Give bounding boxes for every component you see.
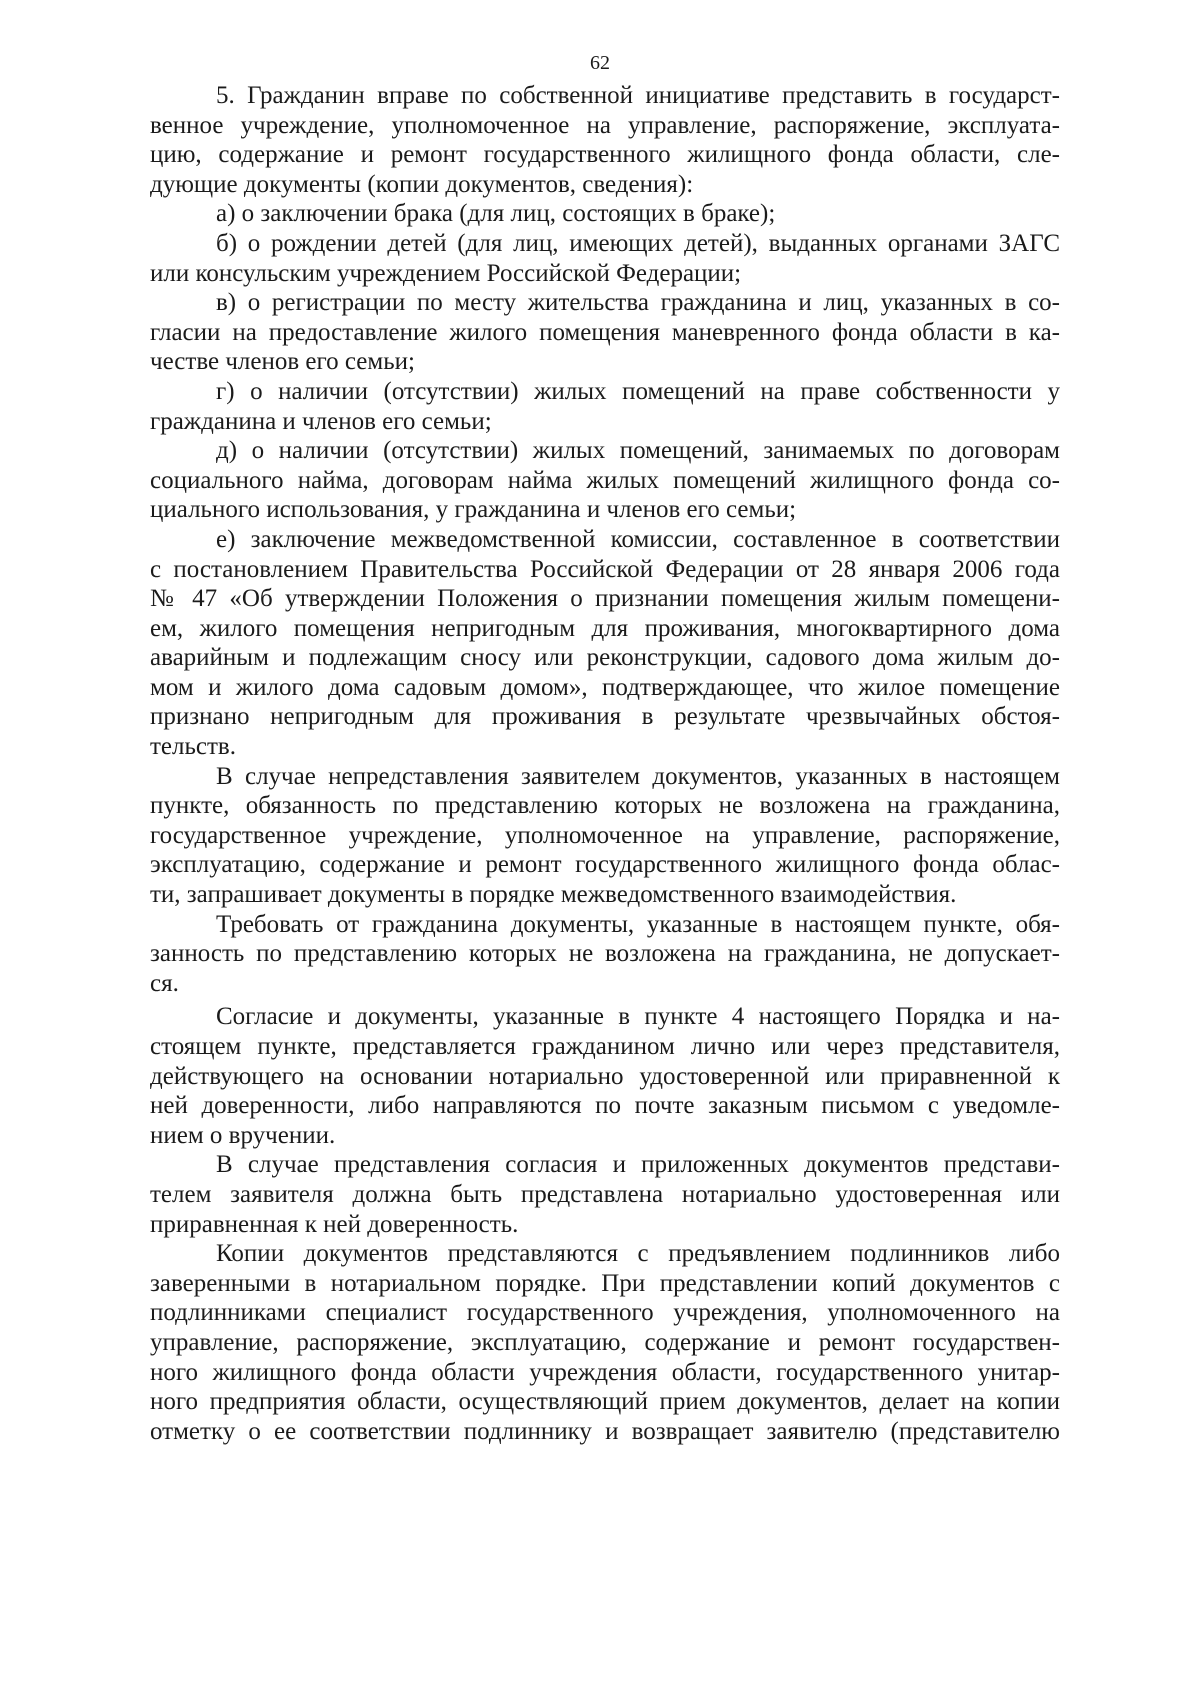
text-line: д) о наличии (отсутствии) жилых помещений, занимаемых по договорам <box>216 437 1060 465</box>
text-line: Согласие и документы, указанные в пункте 4 настоящего Порядка и на- <box>216 1003 1060 1031</box>
text-line: заверенными в нотариальном порядке. При представлении копий документов с <box>150 1269 1060 1297</box>
text-line: управление, распоряжение, эксплуатацию, содержание и ремонт государствен- <box>150 1328 1060 1356</box>
paragraph-consent <box>150 1002 1060 1150</box>
text-line: Требовать от гражданина документы, указанные в настоящем пункте, обя- <box>216 910 1060 938</box>
text-line: гласии на предоставление жилого помещения маневренного фонда области в ка- <box>150 318 1060 346</box>
text-line: ем, жилого помещения непригодным для проживания, многоквартирного дома <box>150 614 1060 642</box>
text-line: В случае представления согласия и приложенных документов представи- <box>216 1151 1060 1179</box>
text-line: В случае непредставления заявителем документов, указанных в настоящем <box>216 762 1060 790</box>
text-line: циального использования, у гражданина и членов его семьи; <box>150 496 797 524</box>
text-line: ти, запрашивает документы в порядке межведомственного взаимодействия. <box>150 881 957 909</box>
text-line: подлинниками специалист государственного учреждения, уполномоченного на <box>150 1299 1060 1327</box>
text-line: отметку о ее соответствии подлиннику и возвращает заявителю (представителю <box>150 1417 1060 1445</box>
text-line: в) о регистрации по месту жительства гражданина и лиц, указанных в со- <box>216 289 1060 317</box>
text-line: действующего на основании нотариально удостоверенной или приравненной к <box>150 1062 1060 1090</box>
paragraph-prohibition <box>150 910 1060 999</box>
list-item-v <box>150 288 1060 377</box>
text-line: дующие документы (копии документов, сведения): <box>150 170 694 198</box>
list-item-d <box>150 436 1060 525</box>
text-line: гражданина и членов его семьи; <box>150 407 492 435</box>
text-line: ного предприятия области, осуществляющий прием документов, делает на копии <box>150 1388 1060 1416</box>
text-line: венное учреждение, уполномоченное на управление, распоряжение, эксплуата- <box>150 111 1060 139</box>
text-line: признано непригодным для проживания в результате чрезвычайных обстоя- <box>150 703 1060 731</box>
text-line: цию, содержание и ремонт государственного жилищного фонда области, сле- <box>150 141 1060 169</box>
text-line: государственное учреждение, уполномоченное на управление, распоряжение, <box>150 821 1060 849</box>
paragraph-copies <box>150 1239 1060 1446</box>
text-line: 5. Гражданин вправе по собственной инициативе представить в государст- <box>216 82 1060 109</box>
list-item-b <box>150 229 1060 288</box>
text-line: занность по представлению которых не возложена на гражданина, не допускает- <box>150 940 1060 968</box>
text-line: стоящем пункте, представляется гражданином лично или через представителя, <box>150 1033 1060 1060</box>
text-line: приравненная к ней доверенность. <box>150 1210 519 1238</box>
list-item-g <box>150 377 1060 436</box>
text-line: честве членов его семьи; <box>150 348 415 376</box>
list-item-a <box>150 199 1060 229</box>
paragraph-item-5 <box>150 81 1060 199</box>
text-line: телем заявителя должна быть представлена нотариально удостоверенная или <box>150 1180 1060 1208</box>
text-line: пункте, обязанность по представлению которых не возложена на гражданина, <box>150 792 1060 820</box>
text-line: ного жилищного фонда области учреждения области, государственного унитар- <box>150 1358 1060 1386</box>
text-line: аварийным и подлежащим сносу или реконструкции, садового дома жилым до- <box>150 644 1060 672</box>
text-line: Копии документов представляются с предъявлением подлинников либо <box>216 1240 1060 1268</box>
paragraph-representative <box>150 1150 1060 1239</box>
text-line: или консульским учреждением Российской Федерации; <box>150 259 742 287</box>
text-line: № 47 «Об утверждении Положения о признании помещения жилым помещени- <box>150 585 1060 613</box>
list-item-e <box>150 525 1060 762</box>
text-line: г) о наличии (отсутствии) жилых помещений на праве собственности у <box>216 377 1060 405</box>
text-line: с постановлением Правительства Российской Федерации от 28 января 2006 года <box>150 555 1060 583</box>
text-line: мом и жилого дома садовым домом», подтверждающее, что жилое помещение <box>150 673 1060 701</box>
page-number: 62 <box>590 52 610 74</box>
text-line: а) о заключении брака (для лиц, состоящих в браке); <box>216 200 776 228</box>
paragraph-non-submission <box>150 762 1060 910</box>
text-line: б) о рождении детей (для лиц, имеющих детей), выданных органами ЗАГС <box>216 229 1060 257</box>
text-line: ней доверенности, либо направляются по почте заказным письмом с уведомле- <box>150 1092 1060 1120</box>
text-line: нием о вручении. <box>150 1121 336 1149</box>
document-body <box>150 81 1060 1446</box>
text-line: социального найма, договорам найма жилых помещений жилищного фонда со- <box>150 466 1060 494</box>
text-line: эксплуатацию, содержание и ремонт государственного жилищного фонда облас- <box>150 851 1060 879</box>
text-line: ся. <box>150 969 179 997</box>
text-line: тельств. <box>150 733 236 761</box>
text-line: е) заключение межведомственной комиссии, составленное в соответствии <box>216 525 1060 553</box>
